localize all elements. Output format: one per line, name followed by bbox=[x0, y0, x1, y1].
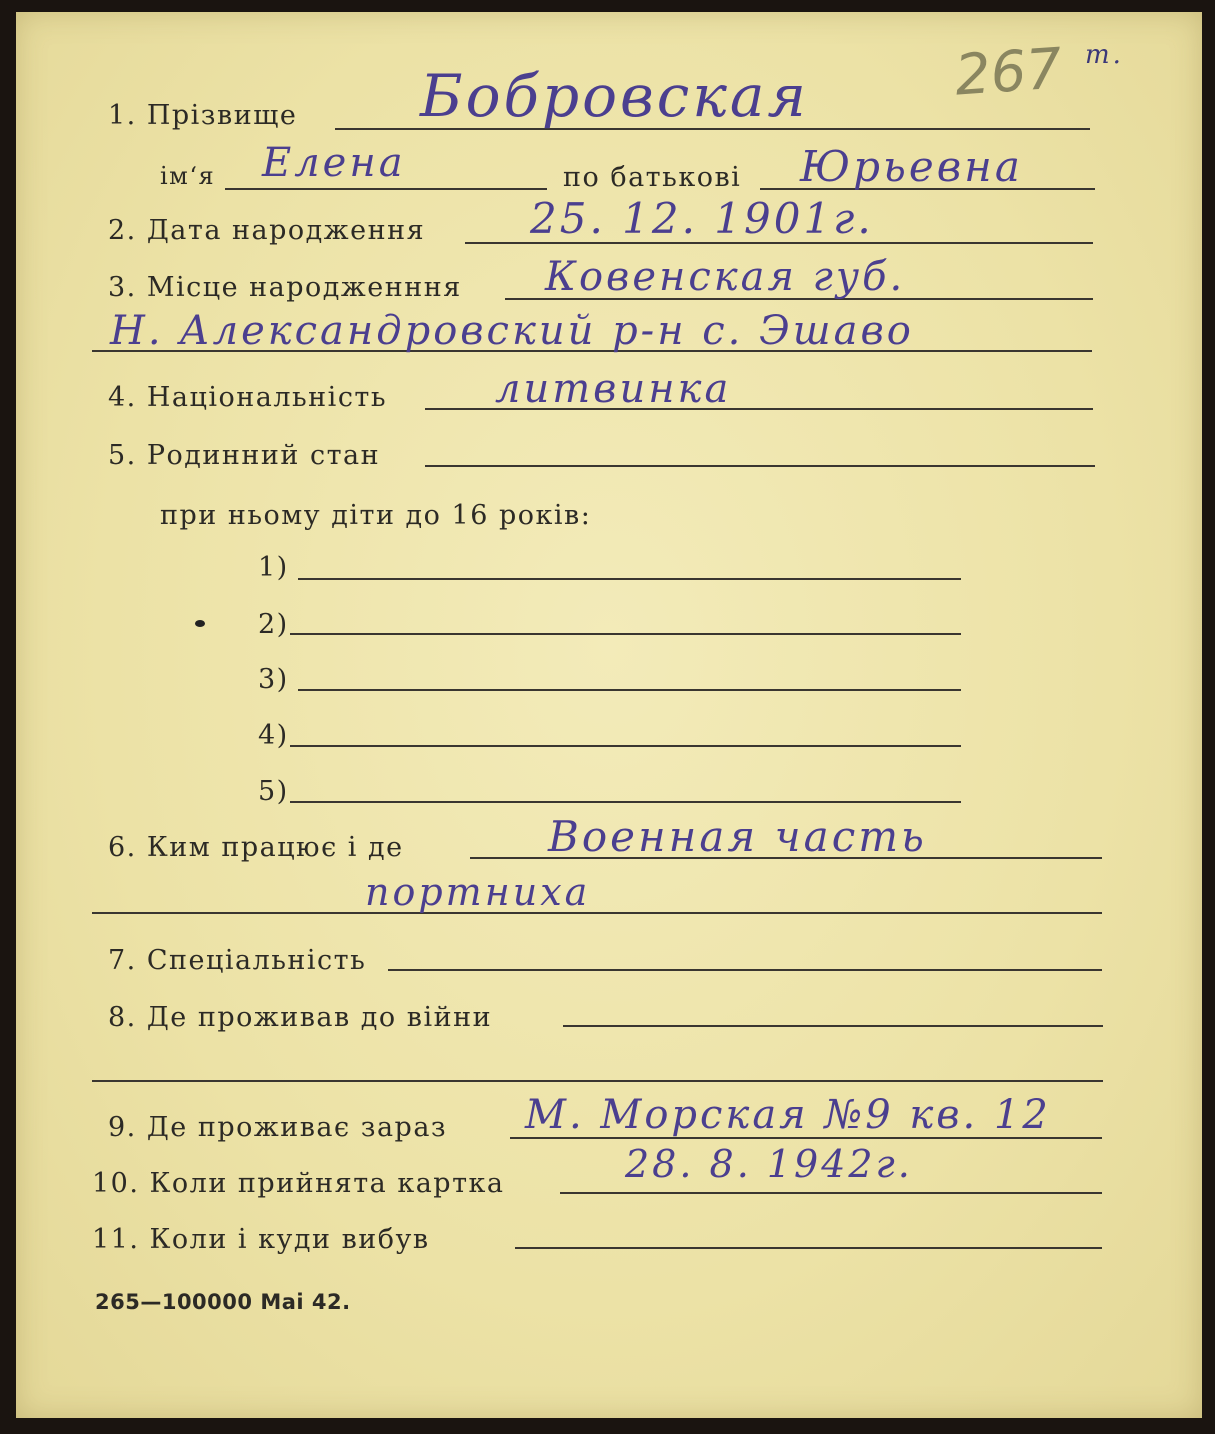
surname-value[interactable]: Бобровская bbox=[420, 62, 809, 130]
birth-date-value[interactable]: 25. 12. 1901г. bbox=[530, 194, 874, 243]
birth-place-label: 3. Місце народженння bbox=[108, 272, 462, 303]
child-5-line bbox=[290, 801, 961, 803]
prewar-residence-line-2 bbox=[92, 1080, 1103, 1082]
patronymic-value[interactable]: Юрьевна bbox=[800, 142, 1023, 191]
child-3-label: 3) bbox=[258, 664, 289, 695]
birth-date-label: 2. Дата народження bbox=[108, 215, 426, 246]
card-accepted-label: 10. Коли прийнята картка bbox=[92, 1168, 505, 1199]
birth-place-value[interactable]: Ковенская губ. bbox=[545, 254, 906, 300]
child-2-line bbox=[290, 633, 961, 635]
birth-place-value-cont[interactable]: Н. Александровский р-н с. Эшаво bbox=[110, 308, 914, 354]
child-5-label: 5) bbox=[258, 776, 289, 807]
family-status-line bbox=[425, 465, 1095, 467]
prewar-residence-label: 8. Де проживав до війни bbox=[108, 1002, 493, 1033]
sheet-number-suffix: m. bbox=[1085, 40, 1124, 70]
current-residence-label: 9. Де проживає зараз bbox=[108, 1112, 448, 1143]
name-line bbox=[225, 188, 547, 190]
departed-label: 11. Коли і куди вибув bbox=[92, 1224, 430, 1255]
print-info: 265—100000 Mai 42. bbox=[95, 1290, 351, 1314]
nationality-value[interactable]: литвинка bbox=[495, 366, 732, 412]
name-label: ім‘я bbox=[160, 162, 216, 190]
departed-line bbox=[515, 1247, 1102, 1249]
child-2-label: 2) bbox=[258, 609, 289, 640]
current-residence-value[interactable]: М. Морская №9 кв. 12 bbox=[525, 1092, 1051, 1138]
ink-spot bbox=[195, 620, 205, 627]
child-4-label: 4) bbox=[258, 720, 289, 751]
workplace-value[interactable]: Военная часть bbox=[548, 812, 927, 861]
family-status-label: 5. Родинний стан bbox=[108, 440, 381, 471]
children-intro-label: при ньому діти до 16 років: bbox=[160, 500, 592, 531]
workplace-label: 6. Ким працює і де bbox=[108, 832, 404, 863]
child-4-line bbox=[290, 745, 961, 747]
workplace-line-2 bbox=[92, 912, 1102, 914]
specialty-line bbox=[388, 969, 1102, 971]
name-value[interactable]: Елена bbox=[262, 140, 406, 186]
child-1-label: 1) bbox=[258, 552, 289, 583]
sheet-number: 267 bbox=[952, 36, 1065, 109]
child-1-line bbox=[298, 578, 961, 580]
prewar-residence-line bbox=[563, 1025, 1103, 1027]
card-accepted-line bbox=[560, 1192, 1102, 1194]
child-3-line bbox=[298, 689, 961, 691]
surname-label: 1. Прізвище bbox=[108, 100, 298, 131]
specialty-label: 7. Спеціальність bbox=[108, 945, 367, 976]
nationality-label: 4. Національність bbox=[108, 382, 388, 413]
workplace-value-cont[interactable]: портниха bbox=[365, 870, 591, 914]
card-accepted-value[interactable]: 28. 8. 1942г. bbox=[625, 1142, 913, 1186]
patronymic-label: по батькові bbox=[563, 162, 742, 193]
